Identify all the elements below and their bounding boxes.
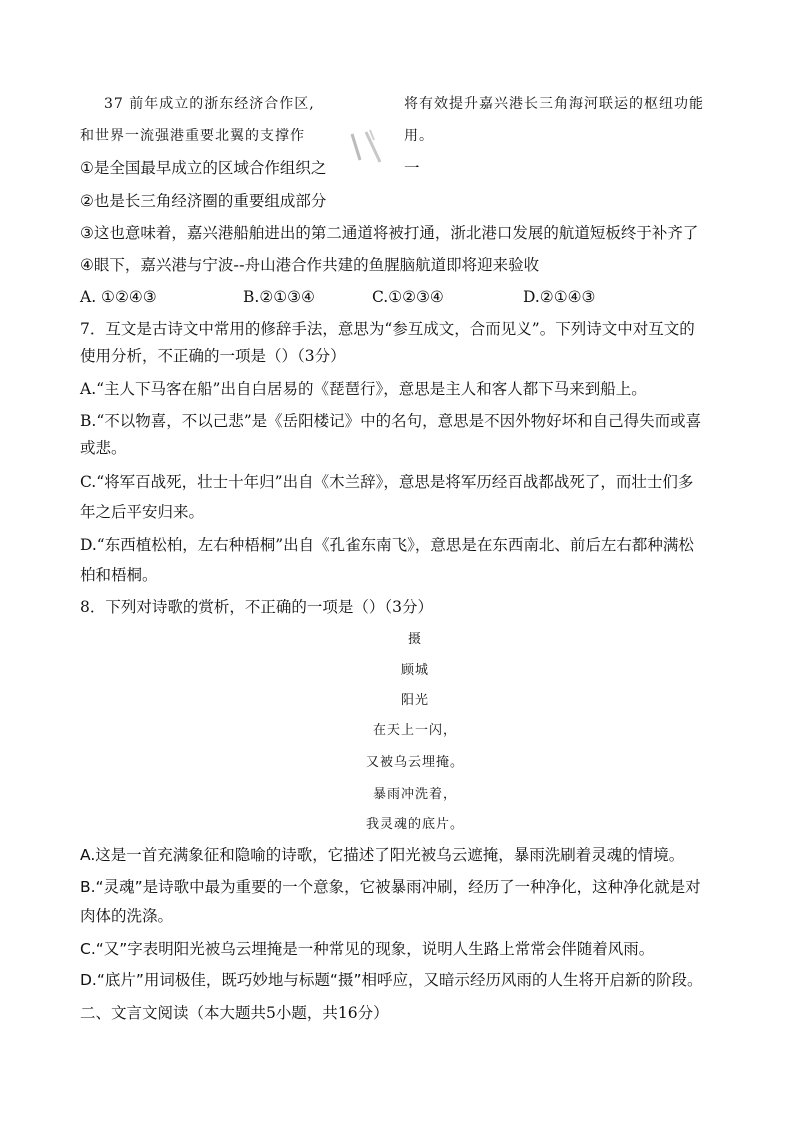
q7-option-a: A.“主人下马客在船”出自白居易的《琵琶行》，意思是主人和客人都下马来到船上。 [80, 380, 647, 398]
q8-option-c: C.“又”字表明阳光被乌云埋掩是一种常见的现象，说明人生路上常常会伴随着风雨。 [80, 940, 655, 958]
q6-right-line-1: 将有效提升嘉兴港长三角海河联运的枢纽功能 [404, 96, 704, 112]
q6-item-4: ④眼下，嘉兴港与宁波--舟山港合作共建的鱼腥脑航道即将迎来验收 [80, 256, 540, 274]
q8-stem: 8．下列对诗歌的赏析，不正确的一项是（）（3分） [80, 598, 433, 616]
q8-option-b-cont: 肉体的洗涤。 [80, 907, 174, 925]
q7-stem-1: 7．互文是古诗文中常用的修辞手法，意思为“参互成文，合而见义”。下列诗文中对互文的 [80, 320, 695, 338]
q7-option-d-cont: 柏和梧桐。 [80, 566, 158, 584]
q7-option-c: C.“将军百战死，壮士十年归”出自《木兰辞》，意思是将军历经百战都战死了，而壮士们多 [80, 473, 694, 491]
scan-artifact-mark [346, 126, 386, 170]
q7-option-b: B.“不以物喜，不以己悲”是《岳阳楼记》中的名句，意思是不因外物好坏和自己得失而或喜 [80, 412, 702, 430]
q6-option-b: B.②①③④ [243, 288, 315, 306]
section-2-heading: 二、文言文阅读（本大题共5小题，共16分） [80, 1004, 389, 1022]
q6-right-line-2: 用。 [404, 128, 434, 144]
q8-option-b: B.“灵魂”是诗歌中最为重要的一个意象，它被暴雨冲刷，经历了一种净化，这种净化就是对 [80, 878, 701, 896]
q7-stem-2: 使用分析，不正确的一项是（）（3分） [80, 347, 346, 365]
q6-left-line-2: 和世界一流强港重要北翼的支撑作 [80, 128, 305, 144]
q6-item-3: ③这也意味着，嘉兴港船舶进出的第二通道将被打通，浙北港口发展的航道短板终于补齐了 [80, 224, 699, 242]
q6-option-c: C.①②③④ [372, 288, 444, 306]
q7-option-d: D.“东西植松柏，左右种梧桐”出自《孔雀东南飞》，意思是在东西南北、前后左右都种满松 [80, 536, 694, 554]
q6-item-2: ②也是长三角经济圈的重要组成部分 [80, 192, 327, 210]
poem-line-5: 我灵魂的底片。 [365, 817, 464, 832]
q8-option-a: A.这是一首充满象征和隐喻的诗歌，它描述了阳光被乌云遮掩，暴雨洗刷着灵魂的情境。 [80, 846, 685, 864]
q6-option-a: A. ①②④③ [80, 288, 157, 306]
poem-line-2: 在天上一闪， [372, 723, 457, 738]
q6-item-1: ①是全国最早成立的区域合作组织之 [80, 159, 327, 177]
poem-line-1: 阳光 [400, 693, 429, 708]
poem-line-4: 暴雨冲洗着， [372, 787, 457, 802]
q6-option-d: D.②①④③ [523, 288, 596, 306]
poem-title: 摄 [407, 632, 422, 647]
q6-item-1-tail: 一 [404, 159, 420, 177]
q7-option-b-cont: 或悲。 [80, 439, 127, 457]
q8-option-d: D.“底片”用词极佳，既巧妙地与标题“摄”相呼应，又暗示经历风雨的人生将开启新的阶段。 [80, 971, 703, 989]
q7-option-c-cont: 年之后平安归来。 [80, 503, 205, 521]
poem-author: 顾城 [400, 663, 429, 678]
q6-left-line-1: 37 前年成立的浙东经济合作区, [104, 96, 315, 112]
poem-line-3: 又被乌云埋掩。 [365, 755, 464, 770]
